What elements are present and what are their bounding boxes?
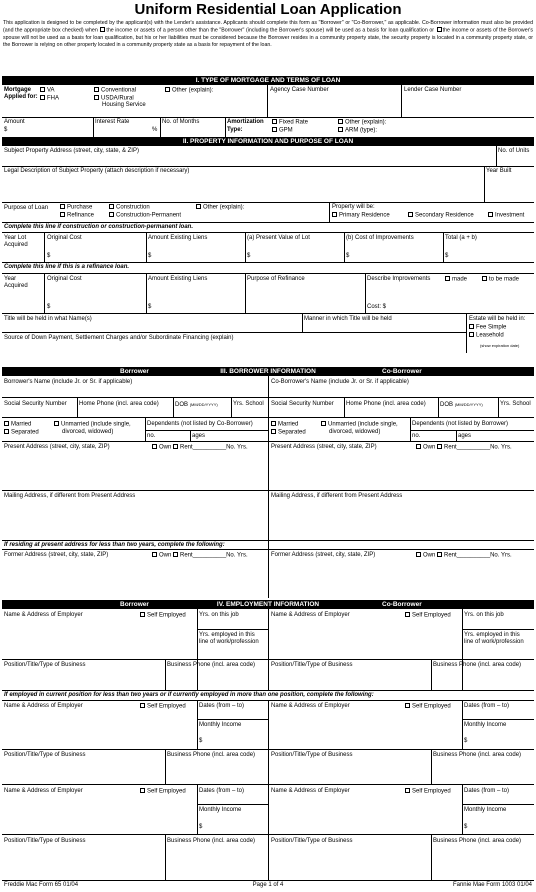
separated-checkbox[interactable] [4, 429, 9, 434]
co-prev-self-checkbox-1[interactable] [405, 703, 410, 708]
coborrower-position-field[interactable]: Position/Title/Type of Business [271, 662, 353, 668]
coborrower-separated-option[interactable]: Separated [271, 429, 306, 437]
former-rent-checkbox[interactable] [173, 552, 178, 557]
borrower-prev-position-1[interactable]: Position/Title/Type of Business [4, 752, 86, 758]
conventional-option[interactable]: Conventional [94, 87, 136, 95]
year-lot-field[interactable]: Year Lot [4, 235, 27, 241]
borrower-prev-dates-2[interactable]: Dates (from – to) [199, 788, 245, 794]
existing-liens-field[interactable]: Amount Existing Liens [148, 235, 208, 241]
legal-description-field[interactable]: Legal Description of Subject Property (attach description if necessary) [4, 168, 190, 174]
coborrower-name-field[interactable]: Co-Borrower's Name (include Jr. or Sr. if applicable) [271, 379, 409, 385]
construction-permanent-checkbox[interactable] [109, 212, 114, 217]
lender-case-field[interactable]: Lender Case Number [404, 87, 462, 93]
rent-checkbox[interactable] [173, 444, 178, 449]
investment-option[interactable]: Investment [488, 212, 524, 220]
borrower-prev-phone-1[interactable]: Business Phone (incl. area code) [167, 752, 256, 758]
refi-existing-liens-field[interactable]: Amount Existing Liens [148, 276, 208, 282]
manner-title-field[interactable]: Manner in which Title will be held [304, 316, 392, 322]
to-be-made-option[interactable]: to be made [482, 276, 519, 284]
coborrower-prev-position-1[interactable]: Position/Title/Type of Business [271, 752, 353, 758]
borrower-prev-self-2[interactable]: Self Employed [140, 788, 186, 796]
applied-for-label: Applied for: [4, 94, 38, 100]
other-mortgage-option[interactable]: Other (explain): [165, 87, 213, 95]
loan-application-page: Uniform Residential Loan Application This application is designed to be completed by the applicant(s) with the Lender's assistance. Applicants should complete this form as "Borrower" or "Co-Borrower," as applicable. Co-Borrower information must also be provided (and the appropriate box checked) when the income or assets of a person other than the "Borrower" (including the Borrower's spouse) will be used as a basis for loan qualification or the income or assets of the Borrower's spouse will not be used as a basis for loan qualification, but his or her liabilities must be considered because the Borrower resides in a community property state, the security property is located in a community property state, or the Borrower is relying on other property located in a community property state as a basis for repayment of the loan. I. TYPE OF MORTGAGE AND TERMS OF LOAN Mortgage Applied for: VA FHA Conventional USDA/Rural Housing Service Other (explain): Agency Case Number Lender Case Number Amount $ Interest Rate % No. of Months Amortization Type: Fixed Rate GPM Other (explain): ARM (type): II. PROPERTY INFORMATION AND PURPOSE OF LOAN Subject Property Address (street, city, state, & ZIP) No. of Units Legal Description of Subject Property (attach description if necessary) Year Built Purpose of Loan Purchase Refinance Construction Construction-Permanent Other (explain): Property will be: Primary Residence Secondary Residence Investment Complete this line if construction or construction-permanent loan. Year Lot Acquired Original Cost $ Amount Existing Liens $ (a) Present Value of Lot $ (b) Cost of Improvements $ Total (a + b) $ Complete this line if this is a refinance loan. Year Acquired Original Cost $ Amount Existing Liens $ Purpose of Refinance Describe Improvements made to be made Cost: $ Title will be held in what Name(s) Manner in which Title will be held Estate will be held in: Fee Simple Leasehold (show expiration date) Source of Down Payment, Settlement Charges and/or Subordinate Financing (explain) Borrower III. BORROWER INFORMATION Co-Borrower Borrower's Name (include Jr. or Sr. if applicable) Co-Borrower's Name (include Jr. or Sr. if applicable) Social Security Number Home Phone (incl. area code) DOB (MM/DD/YYYY) Yrs. School Social Security Number Home Phone (incl. area code) DOB (MM/DD/YYYY) Yrs. School Married Separated Unmarried (include single, divorced, widowed) Dependents (not listed by Co-Borrower) no. ages Married Separated Unmarried (include single, divorced, widowed) Dependents (not listed by Borrower) no. ages Present Address (street, city, state, ZIP) Own Rent__________No. Yrs. Present Address (street, city, state, ZIP) Own Rent__________No. Yrs. Mailing Address, if different from Present Address Mailing Address, if different from Present Address If residing at present address for less than two years, complete the following: Former Address (street, city, state, ZIP) Own Rent__________No. Yrs. Former Address (street, city, state, ZIP) Own Rent__________No. Yrs. Borrower IV. EMPLOYMENT INFORMATION Co-Borrower Name & Address of Employer Self Employed Yrs. on this job Yrs. employed in this line of work/profession Name & Address of Employer Self Employed Yrs. on this job Yrs. employed in this line of work/profession Position/Title/Type of Business Business Phone (incl. area code) Position/Title/Type of Business Business Phone (incl. area code) If employed in current position for less than two years or if currently employed in more than one position, complete the following: Name & Address of Employer Self Employed Dates (from – to) Monthly Income $ Name & Address of Employer Self Employed Dates (from – to) Monthly Income $ Position/Title/Type of Business Business Phone (incl. area code) Position/Title/Type of Business Business Phone (incl. area code) Name & Address of Employer Self Employed Dates (from – to) Monthly Income $ Name & Address of Employer Self Employed Dates (from – to) Monthly Income $ Position/Title/Type of Business Business Phone (incl. area code) Position/Title/Type of Business Business Phone (incl. area code) Freddie Mac Form 65 01/04 Page 1 of 4 Fannie Mae Form 1003 01/04 [3, 1, 533, 888]
construction-option[interactable]: Construction [109, 204, 150, 212]
borrower-separated-option[interactable]: Separated [4, 429, 39, 437]
borrower-former-own-rent[interactable]: Own Rent__________No. Yrs. [152, 552, 248, 560]
coborrower-unmarried-option[interactable]: Unmarried (include single, [321, 421, 398, 429]
coborrower-prev-income-1[interactable]: Monthly Income [464, 722, 507, 728]
section-3-header: Borrower III. BORROWER INFORMATION Co-Borrower [2, 367, 534, 376]
mortgage-label: Mortgage [4, 87, 31, 93]
coborrower-ssn-field[interactable]: Social Security Number [271, 401, 334, 407]
gpm-checkbox[interactable] [272, 127, 277, 132]
employment-note: If employed in current position for less than two years or if currently employed in more than one position, complete the following: [4, 692, 374, 698]
borrower-mailing-address-field[interactable]: Mailing Address, if different from Present Address [4, 493, 136, 499]
borrower-prev-employer-2[interactable]: Name & Address of Employer [4, 788, 83, 794]
va-option[interactable]: VA [40, 87, 55, 95]
coborrower-prev-self-1[interactable]: Self Employed [405, 703, 451, 711]
purpose-refinance-field[interactable]: Purpose of Refinance [247, 276, 305, 282]
coborrower-phone-field[interactable]: Home Phone (incl. area code) [346, 401, 426, 407]
borrower-former-address-field[interactable]: Former Address (street, city, state, ZIP) [4, 552, 109, 558]
fee-simple-checkbox[interactable] [469, 324, 474, 329]
coborrower-former-own-rent[interactable]: Own Rent__________No. Yrs. [416, 552, 512, 560]
arm-option[interactable]: ARM (type): [338, 127, 377, 135]
made-option[interactable]: made [445, 276, 467, 284]
arm-checkbox[interactable] [338, 127, 343, 132]
other-amort-option[interactable]: Other (explain): [338, 119, 386, 127]
co-self-employed-checkbox[interactable] [405, 612, 410, 617]
purchase-option[interactable]: Purchase [60, 204, 92, 212]
interest-rate-field[interactable]: Interest Rate [95, 119, 130, 125]
coborrower-yrs-school-field[interactable]: Yrs. School [500, 401, 531, 407]
footer-fannie-mae: Fannie Mae Form 1003 01/04 [452, 882, 532, 888]
property-will-be-label: Property will be: [332, 204, 375, 210]
coborrower-prev-employer-2[interactable]: Name & Address of Employer [271, 788, 350, 794]
borrower-unmarried-option[interactable]: Unmarried (include single, [54, 421, 131, 429]
construction-permanent-option[interactable]: Construction-Permanent [109, 212, 181, 220]
present-value-field[interactable]: (a) Present Value of Lot [247, 235, 310, 241]
page-title: Uniform Residential Loan Application [134, 1, 402, 18]
to-be-made-checkbox[interactable] [482, 276, 487, 281]
self-employed-checkbox[interactable] [140, 612, 145, 617]
borrower-present-address-field[interactable]: Present Address (street, city, state, ZIP) [4, 444, 110, 450]
original-cost-field[interactable]: Original Cost [47, 235, 82, 241]
borrower-yrs-line-field[interactable]: Yrs. employed in this [199, 632, 255, 638]
other-purpose-option[interactable]: Other (explain): [196, 204, 244, 212]
fixed-rate-checkbox[interactable] [272, 119, 277, 124]
describe-improvements-field[interactable]: Describe Improvements [367, 276, 431, 282]
total-field[interactable]: Total (a + b) [445, 235, 477, 241]
co-married-checkbox[interactable] [271, 421, 276, 426]
married-checkbox[interactable] [4, 421, 9, 426]
coborrower-prev-dates-2[interactable]: Dates (from – to) [464, 788, 510, 794]
borrower-phone-field[interactable]: Home Phone (incl. area code) [79, 401, 159, 407]
coborrower-present-address-field[interactable]: Present Address (street, city, state, ZIP) [271, 444, 377, 450]
title-names-field[interactable]: Title will be held in what Name(s) [4, 316, 92, 322]
gpm-option[interactable]: GPM [272, 127, 293, 135]
year-built-field[interactable]: Year Built [486, 168, 512, 174]
borrower-position-field[interactable]: Position/Title/Type of Business [4, 662, 86, 668]
other-purpose-checkbox[interactable] [196, 204, 201, 209]
co-separated-checkbox[interactable] [271, 429, 276, 434]
subject-property-address-field[interactable]: Subject Property Address (street, city, state, & ZIP) [4, 148, 139, 154]
intro-paragraph: This application is designed to be completed by the applicant(s) with the Lender's assistance. Applicants should complete this form as "Borrower" or "Co-Borrower," as applicable. Co-Borrower information must also be provided (and the appropriate box checked) when the income or assets of a person other than the "Borrower" (including the Borrower's spouse) will be used as a basis for loan qualification or the income or assets of the Borrower's spouse will not be used as a basis for loan qualification, but his or her liabilities must be considered because the Borrower resides in a community property state, the security property is located in a community property state, or the Borrower is relying on other property located in a community property state as a basis for repayment of the loan. [3, 20, 533, 49]
purchase-checkbox[interactable] [60, 204, 65, 209]
agency-case-field[interactable]: Agency Case Number [270, 87, 329, 93]
coborrower-prev-position-2[interactable]: Position/Title/Type of Business [271, 838, 353, 844]
borrower-prev-position-2[interactable]: Position/Title/Type of Business [4, 838, 86, 844]
coborrower-prev-phone-2[interactable]: Business Phone (incl. area code) [433, 838, 522, 844]
refi-year-field[interactable]: Year [4, 276, 17, 282]
borrower-dob-field[interactable]: DOB (MM/DD/YYYY) [175, 402, 218, 408]
coborrower-prev-employer-1[interactable]: Name & Address of Employer [271, 703, 350, 709]
construction-note: Complete this line if construction or construction-permanent loan. [4, 224, 194, 230]
borrower-yrs-job-field[interactable]: Yrs. on this job [199, 612, 239, 618]
investment-checkbox[interactable] [488, 212, 493, 217]
borrower-prev-phone-2[interactable]: Business Phone (incl. area code) [167, 838, 256, 844]
coborrower-yrs-job-field[interactable]: Yrs. on this job [464, 612, 504, 618]
other-amort-checkbox[interactable] [338, 119, 343, 124]
primary-residence-checkbox[interactable] [332, 212, 337, 217]
fixed-rate-option[interactable]: Fixed Rate [272, 119, 308, 127]
section-4-header: Borrower IV. EMPLOYMENT INFORMATION Co-Borrower [2, 600, 534, 609]
primary-residence-option[interactable]: Primary Residence [332, 212, 390, 220]
amount-field[interactable]: Amount [4, 119, 25, 125]
section-1-header: I. TYPE OF MORTGAGE AND TERMS OF LOAN [2, 76, 534, 85]
coborrower-prev-income-2[interactable]: Monthly Income [464, 807, 507, 813]
coborrower-own-rent[interactable]: Own Rent__________No. Yrs. [416, 444, 512, 452]
leasehold-option[interactable]: Leasehold [469, 332, 504, 340]
co-prev-self-checkbox-2[interactable] [405, 788, 410, 793]
coborrower-prev-self-2[interactable]: Self Employed [405, 788, 451, 796]
cost-field: Cost: $ [367, 304, 387, 310]
residing-note: If residing at present address for less than two years, complete the following: [4, 542, 225, 548]
fha-checkbox[interactable] [40, 95, 45, 100]
units-field[interactable]: No. of Units [498, 148, 530, 154]
borrower-prev-income-1[interactable]: Monthly Income [199, 722, 242, 728]
borrower-dependents-field[interactable]: Dependents (not listed by Co-Borrower) [147, 421, 253, 427]
purpose-label: Purpose of Loan [4, 205, 49, 211]
secondary-residence-checkbox[interactable] [408, 212, 413, 217]
coborrower-employer-field[interactable]: Name & Address of Employer [271, 612, 350, 618]
borrower-own-rent[interactable]: Own Rent__________No. Yrs. [152, 444, 248, 452]
coborrower-prev-phone-1[interactable]: Business Phone (incl. area code) [433, 752, 522, 758]
co-borrower-checkbox-2[interactable] [437, 27, 442, 32]
prev-self-checkbox-2[interactable] [140, 788, 145, 793]
conventional-checkbox[interactable] [94, 87, 99, 92]
va-checkbox[interactable] [40, 87, 45, 92]
usda-option[interactable]: USDA/Rural [94, 95, 134, 103]
unmarried-checkbox[interactable] [54, 421, 59, 426]
secondary-residence-option[interactable]: Secondary Residence [408, 212, 474, 220]
coborrower-prev-dates-1[interactable]: Dates (from – to) [464, 703, 510, 709]
borrower-self-employed[interactable]: Self Employed [140, 612, 186, 620]
own-checkbox[interactable] [152, 444, 157, 449]
co-former-own-checkbox[interactable] [416, 552, 421, 557]
co-former-rent-checkbox[interactable] [437, 552, 442, 557]
amortization-label: Amortization [227, 119, 264, 125]
footer-freddie-mac: Freddie Mac Form 65 01/04 [4, 882, 79, 888]
refi-original-cost-field[interactable]: Original Cost [47, 276, 82, 282]
borrower-business-phone-field[interactable]: Business Phone (incl. area code) [167, 662, 256, 668]
expiration-note: (show expiration date) [480, 343, 520, 348]
borrower-yrs-school-field[interactable]: Yrs. School [233, 401, 264, 407]
borrower-prev-employer-1[interactable]: Name & Address of Employer [4, 703, 83, 709]
coborrower-mailing-address-field[interactable]: Mailing Address, if different from Present Address [271, 493, 403, 499]
co-unmarried-checkbox[interactable] [321, 421, 326, 426]
borrower-prev-income-2[interactable]: Monthly Income [199, 807, 242, 813]
other-checkbox[interactable] [165, 87, 170, 92]
coborrower-married-option[interactable]: Married [271, 421, 298, 429]
borrower-married-option[interactable]: Married [4, 421, 31, 429]
borrower-prev-dates-1[interactable]: Dates (from – to) [199, 703, 245, 709]
usda-checkbox[interactable] [94, 95, 99, 100]
refinance-checkbox[interactable] [60, 212, 65, 217]
coborrower-business-phone-field[interactable]: Business Phone (incl. area code) [433, 662, 522, 668]
months-field[interactable]: No. of Months [162, 119, 200, 125]
co-rent-checkbox[interactable] [437, 444, 442, 449]
prev-self-checkbox-1[interactable] [140, 703, 145, 708]
housing-service-label: Housing Service [102, 102, 146, 108]
footer-page-number: Page 1 of 4 [252, 882, 284, 888]
leasehold-checkbox[interactable] [469, 332, 474, 337]
refinance-note: Complete this line if this is a refinance loan. [4, 264, 130, 270]
cost-improvements-field[interactable]: (b) Cost of Improvements [346, 235, 414, 241]
section-2-header: II. PROPERTY INFORMATION AND PURPOSE OF LOAN [2, 137, 534, 146]
refinance-option[interactable]: Refinance [60, 212, 94, 220]
coborrower-dependents-field[interactable]: Dependents (not listed by Borrower) [412, 421, 509, 427]
coborrower-self-employed[interactable]: Self Employed [405, 612, 451, 620]
estate-label: Estate will be held in: [469, 316, 526, 322]
fha-option[interactable]: FHA [40, 95, 59, 103]
fee-simple-option[interactable]: Fee Simple [469, 324, 506, 332]
co-own-checkbox[interactable] [416, 444, 421, 449]
borrower-ssn-field[interactable]: Social Security Number [4, 401, 67, 407]
down-payment-source-field[interactable]: Source of Down Payment, Settlement Charges and/or Subordinate Financing (explain) [4, 335, 234, 341]
borrower-prev-self-1[interactable]: Self Employed [140, 703, 186, 711]
construction-checkbox[interactable] [109, 204, 114, 209]
coborrower-former-address-field[interactable]: Former Address (street, city, state, ZIP) [271, 552, 376, 558]
made-checkbox[interactable] [445, 276, 450, 281]
borrower-employer-field[interactable]: Name & Address of Employer [4, 612, 83, 618]
former-own-checkbox[interactable] [152, 552, 157, 557]
co-borrower-checkbox-1[interactable] [100, 27, 105, 32]
coborrower-yrs-line-field[interactable]: Yrs. employed in this [464, 632, 520, 638]
coborrower-dob-field[interactable]: DOB (MM/DD/YYYY) [440, 402, 483, 408]
borrower-name-field[interactable]: Borrower's Name (include Jr. or Sr. if applicable) [4, 379, 133, 385]
